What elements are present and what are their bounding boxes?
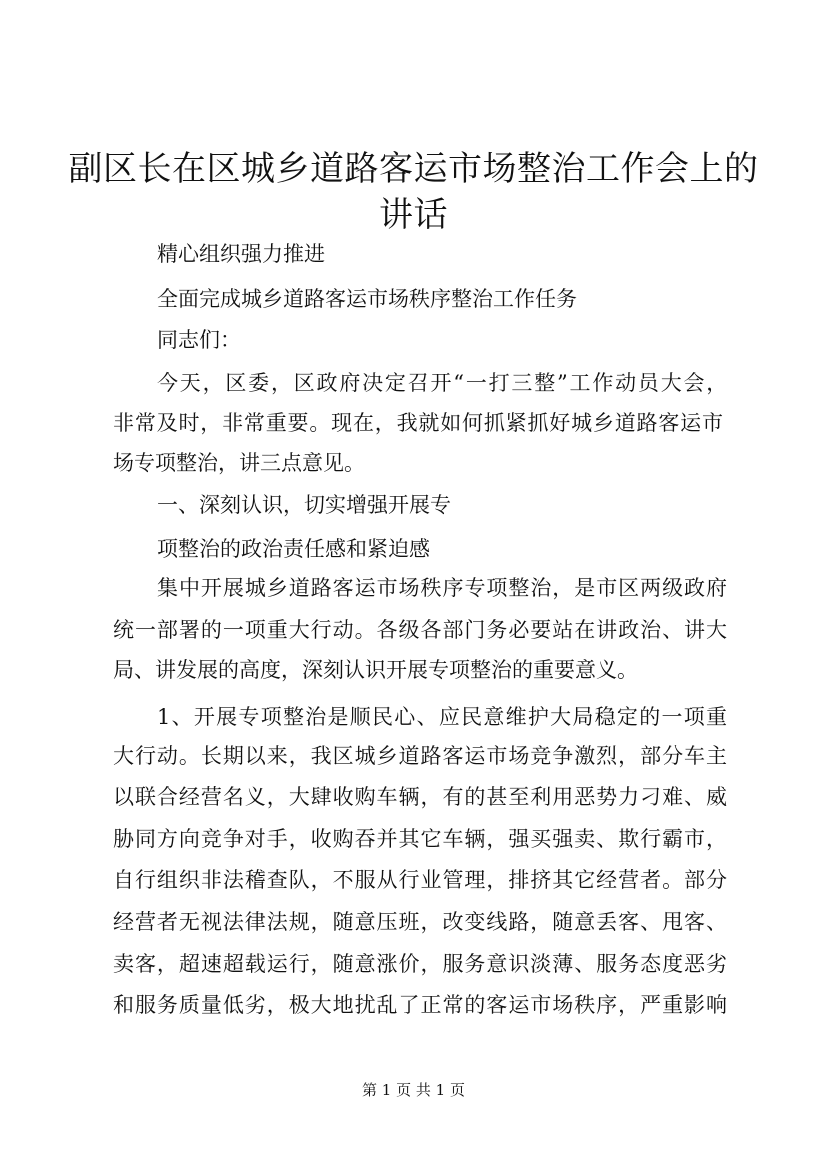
paragraph-line: 以联合经营名义，大肆收购车辆，有的甚至利用恶势力刁难、威 <box>113 785 728 809</box>
paragraph-line: 今天，区委，区政府决定召开“一打三整”工作动员大会， <box>157 371 730 395</box>
paragraph-line: 卖客，超速超载运行，随意涨价，服务意识淡薄、服务态度恶劣 <box>113 952 728 976</box>
paragraph-line: 自行组织非法稽查队，不服从行业管理，排挤其它经营者。部分 <box>113 868 728 892</box>
section-heading-line-1: 一、深刻认识，切实增强开展专 <box>157 493 451 517</box>
salutation: 同志们： <box>157 328 241 352</box>
paragraph-line: 集中开展城乡道路客运市场秩序专项整治，是市区两级政府 <box>157 576 728 600</box>
paragraph-line: 非常及时，非常重要。现在，我就如何抓紧抓好城乡道路客运市 <box>113 411 724 435</box>
subtitle-line-2: 全面完成城乡道路客运市场秩序整治工作任务 <box>157 287 577 311</box>
page-number-footer: 第 1 页 共 1 页 <box>362 1081 465 1099</box>
paragraph-line: 1、开展专项整治是顺民心、应民意维护大局稳定的一项重 <box>157 705 729 729</box>
document-title <box>0 146 827 238</box>
paragraph-line: 局、讲发展的高度，深刻认识开展专项整治的重要意义。 <box>113 658 638 682</box>
subtitle-line-1: 精心组织强力推进 <box>157 242 325 266</box>
paragraph-line: 和服务质量低劣，极大地扰乱了正常的客运市场秩序，严重影响 <box>113 993 728 1017</box>
paragraph-line: 场专项整治，讲三点意见。 <box>113 451 365 475</box>
section-heading-line-2: 项整治的政治责任感和紧迫感 <box>157 537 430 561</box>
paragraph-line: 胁同方向竞争对手，收购吞并其它车辆，强买强卖、欺行霸市， <box>113 827 728 851</box>
paragraph-line: 统一部署的一项重大行动。各级各部门务必要站在讲政治、讲大 <box>113 618 728 642</box>
title-line-1: 副区长在区城乡道路客运市场整治工作会上的 <box>68 149 759 189</box>
paragraph-line: 大行动。长期以来，我区城乡道路客运市场竞争激烈，部分车主 <box>113 744 728 768</box>
title-line-2: 讲话 <box>379 195 448 235</box>
paragraph-line: 经营者无视法律法规，随意压班，改变线路，随意丢客、甩客、 <box>113 910 728 934</box>
